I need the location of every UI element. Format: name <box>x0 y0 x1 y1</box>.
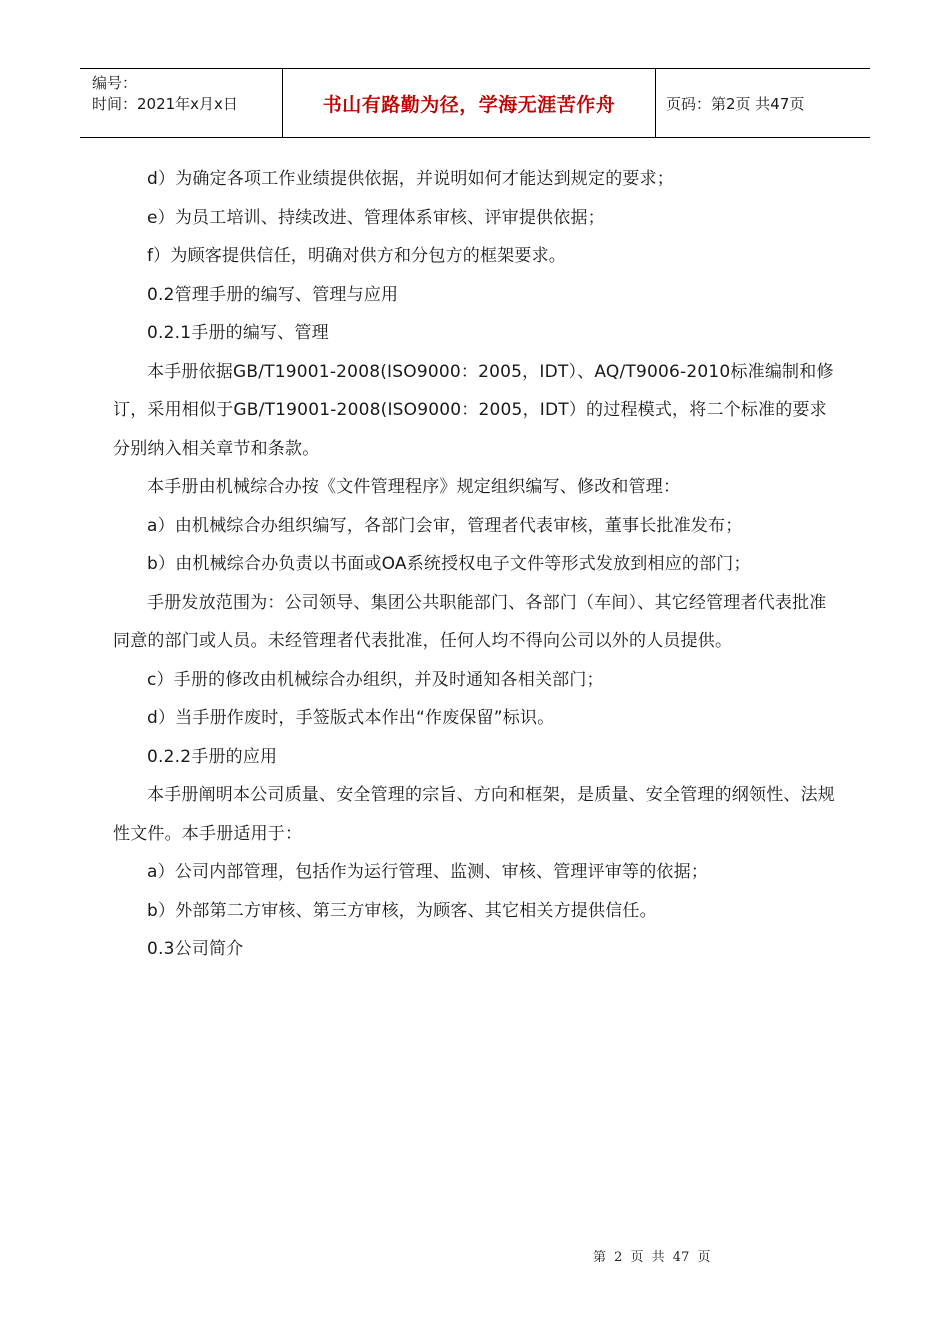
paragraph: a）由机械综合办组织编写，各部门会审，管理者代表审核，董事长批准发布； <box>147 515 743 536</box>
paragraph: 本手册由机械综合办按《文件管理程序》规定组织编写、修改和管理： <box>147 477 681 497</box>
header-motto: 书山有路勤为径，学海无涯苦作舟 <box>282 69 656 137</box>
document-date: 时间：2021年x月x日 <box>92 95 238 113</box>
paragraph: c）手册的修改由机械综合办组织，并及时通知各相关部门； <box>147 669 604 690</box>
paragraph: 本手册阐明本公司质量、安全管理的宗旨、方向和框架，是质量、安全管理的纲领性、法规性文件。本手册适用于： <box>113 785 835 844</box>
page-footer: 第 2 页 共 47 页 <box>593 1250 711 1265</box>
subsection-heading: 0.2.1手册的编写、管理 <box>147 323 329 343</box>
subsection-heading: 0.2.2手册的应用 <box>147 746 278 767</box>
paragraph: 本手册依据GB/T19001-2008(ISO9000：2005，IDT）、AQ/T9006-2010标准编制和修订，采用相似于GB/T19001-2008(ISO9000：2005，IDT）的过程模式，将二个标准的要求分别纳入相关章节和条款。 <box>113 361 834 459</box>
paragraph: b）外部第二方审核、第三方审核，为顾客、其它相关方提供信任。 <box>147 900 657 921</box>
paragraph: a）公司内部管理，包括作为运行管理、监测、审核、管理评审等的依据； <box>147 862 709 882</box>
paragraph: d）为确定各项工作业绩提供依据，并说明如何才能达到规定的要求； <box>147 169 674 189</box>
paragraph: f）为顾客提供信任，明确对供方和分包方的框架要求。 <box>147 246 566 266</box>
section-heading: 0.3公司简介 <box>147 939 244 959</box>
header-left-cell <box>80 69 282 137</box>
document-number-label: 编号： <box>92 74 138 92</box>
header-page-info: 页码：第2页 共47页 <box>666 94 805 113</box>
section-heading: 0.2管理手册的编写、管理与应用 <box>147 284 399 305</box>
paragraph: d）当手册作废时，手签版式本作出“作废保留”标识。 <box>147 708 555 728</box>
paragraph: e）为员工培训、持续改进、管理体系审核、评审提供依据； <box>147 207 605 228</box>
page-header <box>80 68 870 138</box>
paragraph: 手册发放范围为：公司领导、集团公共职能部门、各部门（车间）、其它经管理者代表批准同意的部门或人员。未经管理者代表批准，任何人均不得向公司以外的人员提供。 <box>113 592 827 651</box>
paragraph: b）由机械综合办负责以书面或OA系统授权电子文件等形式发放到相应的部门； <box>147 554 751 574</box>
document-body <box>113 160 838 969</box>
